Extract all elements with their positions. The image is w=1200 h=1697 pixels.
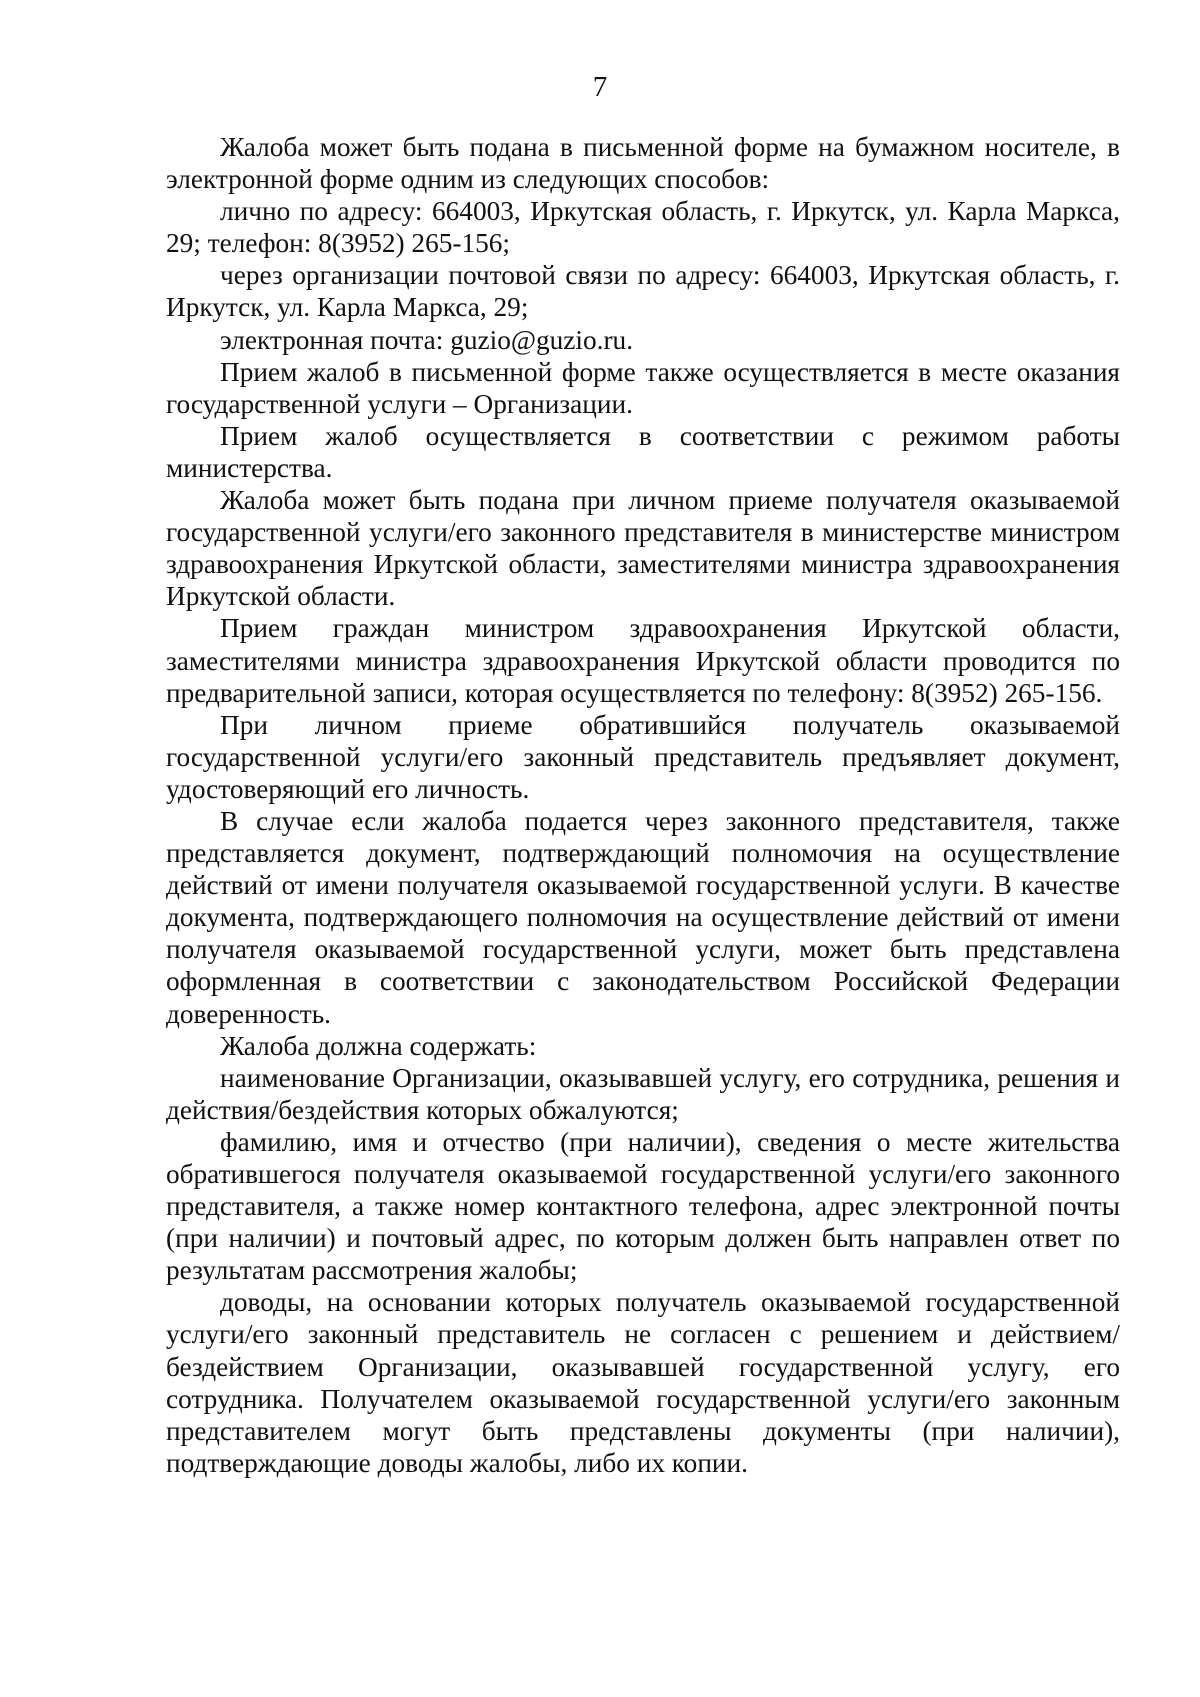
paragraph: Прием граждан министром здравоохранения Иркутской области, заместителями министра здравоохранения Иркутской области проводится по предварительной записи, которая осуществляется по телефону: 8(3952) 265-156.	[166, 613, 1120, 708]
paragraph: наименование Организации, оказывавшей услугу, его сотрудника, решения и действия/бездействия которых обжалуются;	[166, 1062, 1120, 1125]
document-body	[166, 131, 1120, 1479]
paragraph: доводы, на основании которых получатель оказываемой государственной услуги/его законный представитель не согласен с решением и действием/бездействием Организации, оказывавшей государственной услугу, его сотрудника. Получателем оказываемой государственной услуги/его законным представителем могут быть представлены документы (при наличии), подтверждающие доводы жалобы, либо их копии.	[166, 1287, 1120, 1478]
paragraph: Прием жалоб осуществляется в соответствии с режимом работы министерства.	[166, 420, 1120, 483]
paragraph: В случае если жалоба подается через законного представителя, также представляется документ, подтверждающий полномочия на осуществление действий от имени получателя оказываемой государственной услуги. В качестве документа, подтверждающего полномочия на осуществление действий от имени получателя оказываемой государственной услуги, может быть представлена оформленная в соответствии с законодательством Российской Федерации доверенность.	[166, 805, 1120, 1029]
paragraph: Жалоба может быть подана при личном приеме получателя оказываемой государственной услуги/его законного представителя в министерстве министром здравоохранения Иркутской области, заместителями министра здравоохранения Иркутской области.	[166, 485, 1120, 612]
paragraph: фамилию, имя и отчество (при наличии), сведения о месте жительства обратившегося получателя оказываемой государственной услуги/его законного представителя, а также номер контактного телефона, адрес электронной почты (при наличии) и почтовый адрес, по которым должен быть направлен ответ по результатам рассмотрения жалобы;	[166, 1126, 1120, 1286]
paragraph: Прием жалоб в письменной форме также осуществляется в месте оказания государственной услуги – Организации.	[166, 356, 1120, 419]
paragraph: Жалоба должна содержать:	[220, 1030, 537, 1061]
paragraph: При личном приеме обратившийся получатель оказываемой государственной услуги/его законный представитель предъявляет документ, удостоверяющий его личность.	[166, 709, 1120, 804]
paragraph: через организации почтовой связи по адресу: 664003, Иркутская область, г. Иркутск, ул. Карла Маркса, 29;	[166, 260, 1120, 323]
paragraph: лично по адресу: 664003, Иркутская область, г. Иркутск, ул. Карла Маркса, 29; телефон: 8(3952) 265-156;	[166, 196, 1120, 259]
paragraph: Жалоба может быть подана в письменной форме на бумажном носителе, в электронной форме одним из следующих способов:	[166, 132, 1120, 195]
page-number: 7	[592, 71, 608, 103]
paragraph: электронная почта: guzio@guzio.ru.	[220, 324, 634, 355]
